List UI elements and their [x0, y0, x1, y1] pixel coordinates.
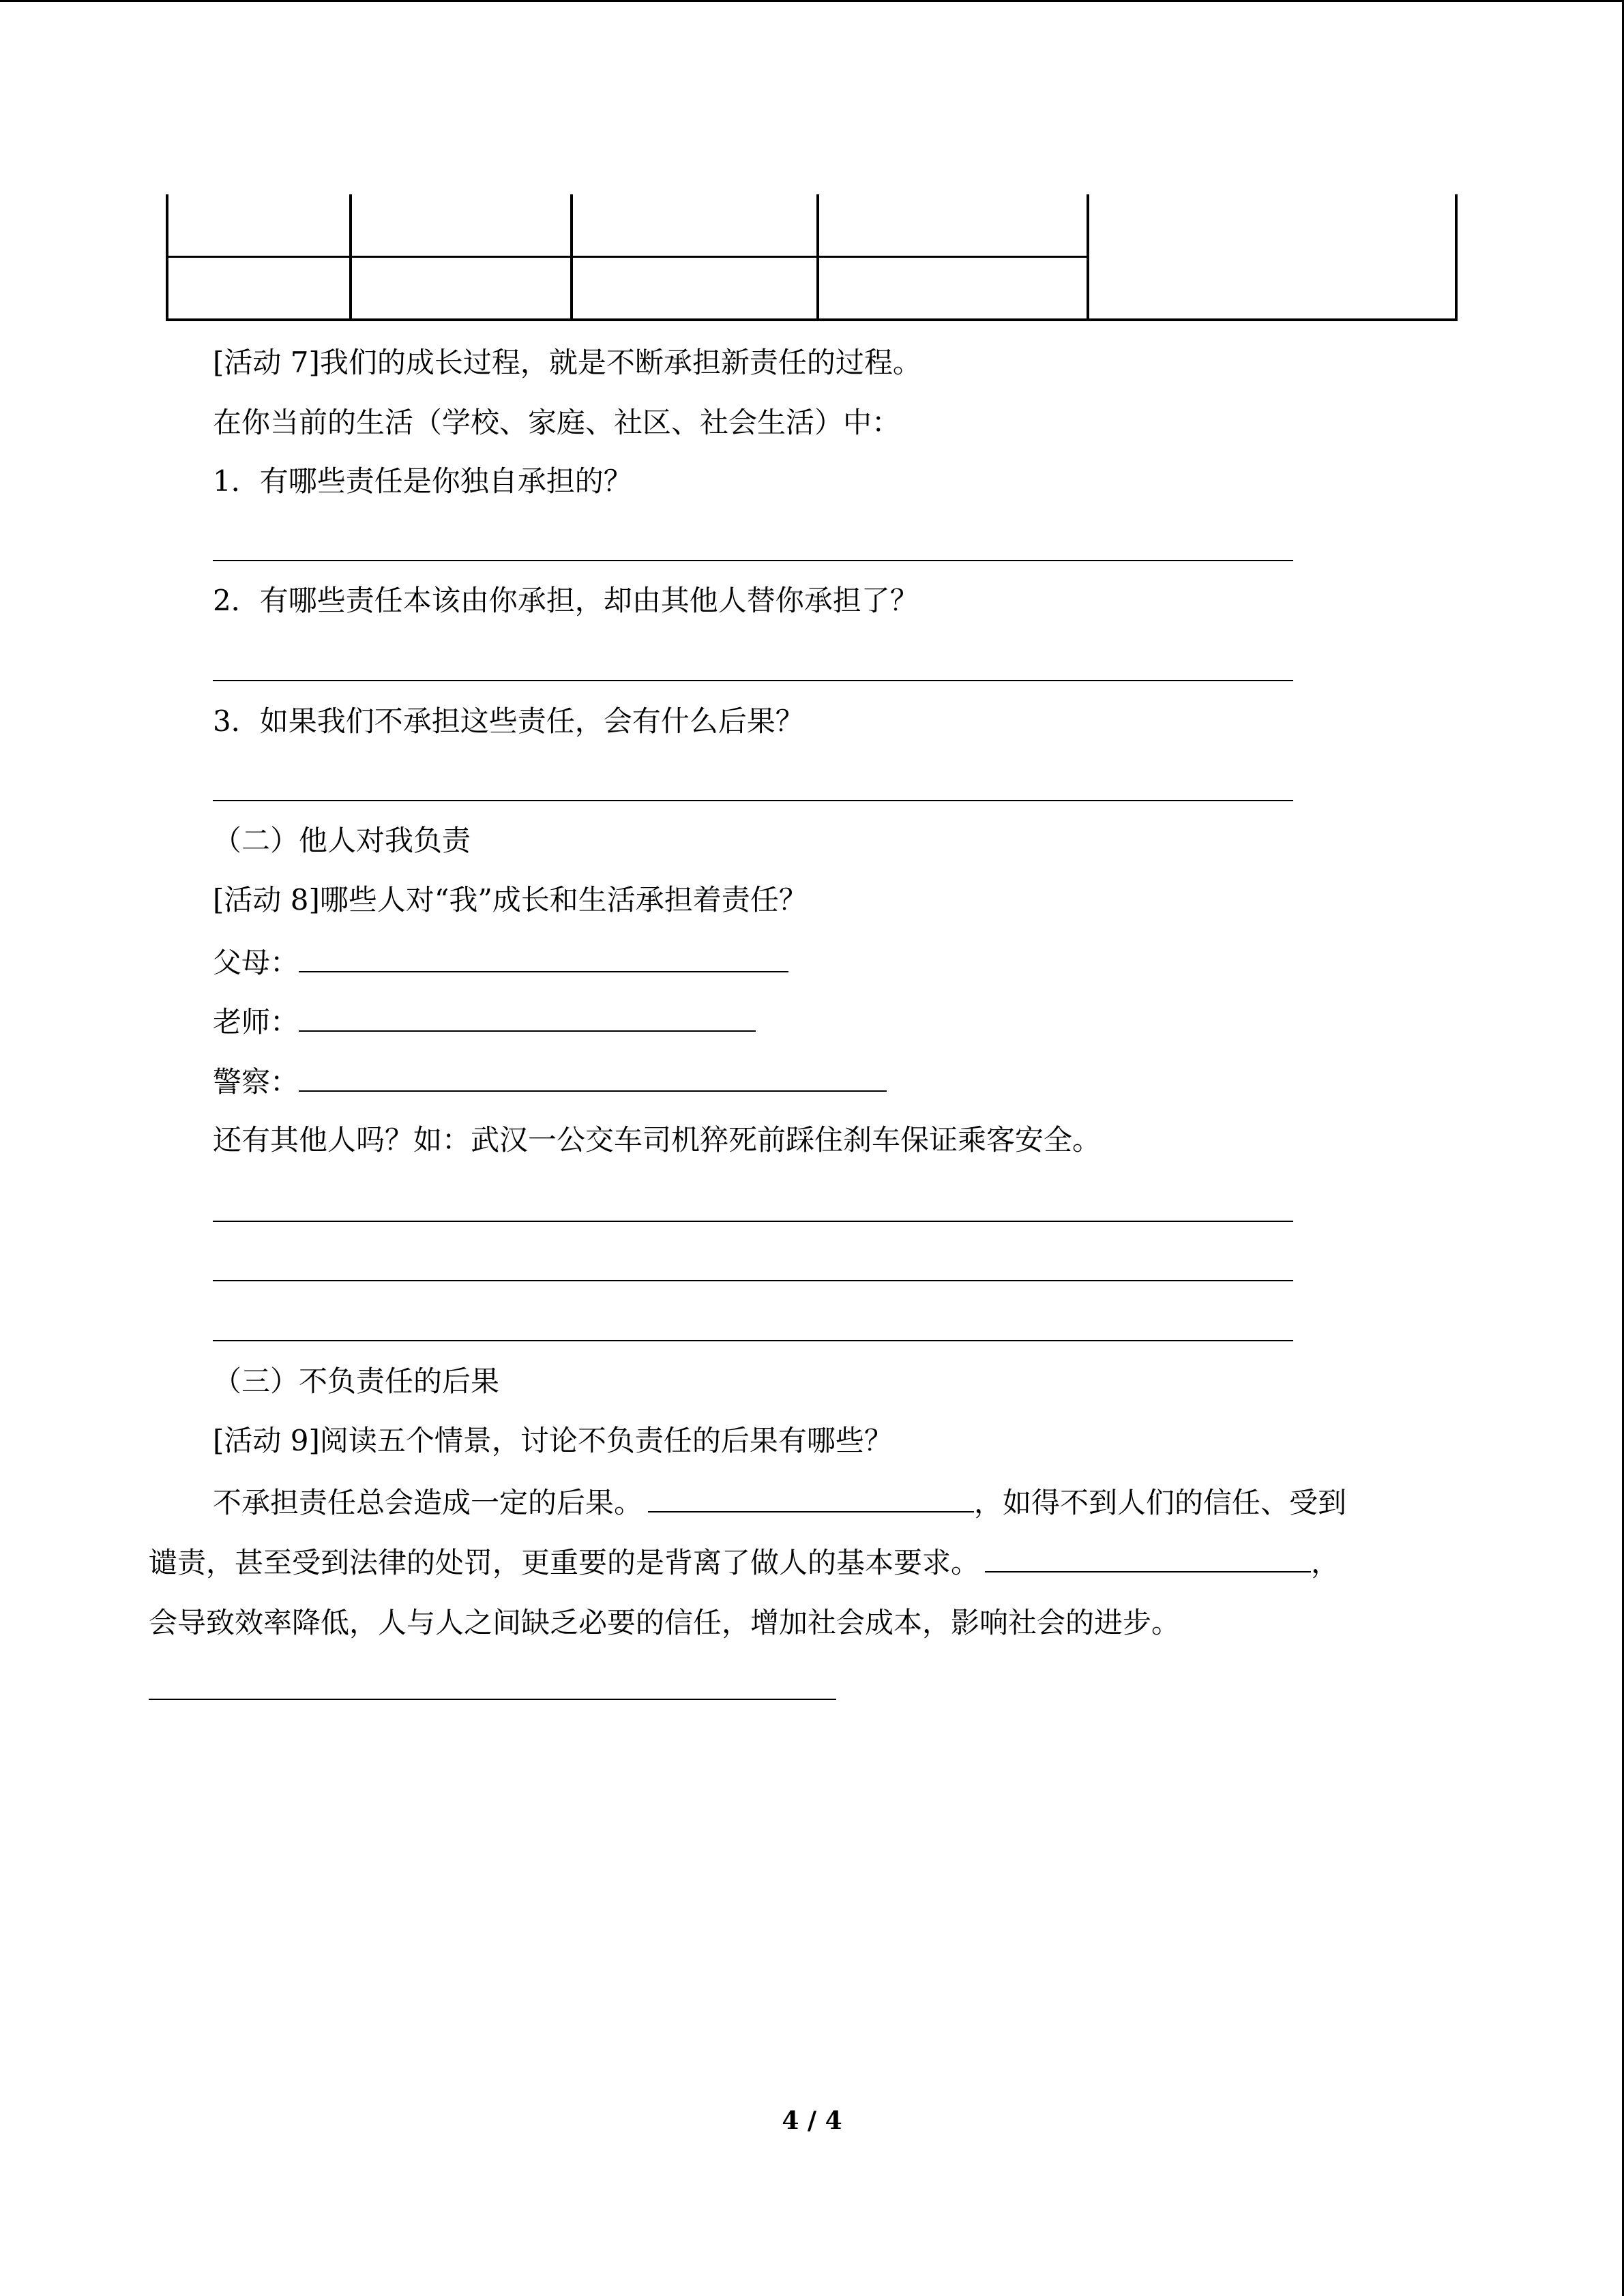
police-blank[interactable] [299, 1060, 887, 1092]
answer-line-q2[interactable] [213, 680, 1293, 681]
consequence-blank-1[interactable] [648, 1481, 974, 1512]
paragraph-text-1b: ，如得不到人们的信任、受到 [974, 1486, 1347, 1519]
teacher-blank[interactable] [299, 1000, 756, 1032]
answer-line-others-2[interactable] [213, 1280, 1293, 1281]
teacher-row [213, 1000, 756, 1043]
activity-7-title: [活动 7]我们的成长过程，就是不断承担新责任的过程。 [213, 346, 921, 379]
paragraph-text-2b: ， [1311, 1546, 1340, 1579]
activity-8-title: [活动 8]哪些人对“我”成长和生活承担着责任？ [213, 883, 808, 916]
others-question: 还有其他人吗？如：武汉一公交车司机猝死前踩住刹车保证乘客安全。 [213, 1123, 1102, 1157]
answer-line-others-1[interactable] [213, 1221, 1293, 1222]
police-row [213, 1060, 887, 1103]
question-1: 1．有哪些责任是你独自承担的？ [213, 464, 632, 498]
answer-line-others-3[interactable] [213, 1340, 1293, 1341]
activity-9-title: [活动 9]阅读五个情景，讨论不负责任的后果有哪些？ [213, 1424, 893, 1457]
paragraph-text-1a: 不承担责任总会造成一定的后果。 [213, 1486, 643, 1519]
answer-line-q1[interactable] [213, 560, 1293, 561]
question-3: 3．如果我们不承担这些责任，会有什么后果？ [213, 704, 804, 738]
parents-label: 父母： [213, 946, 299, 979]
activity-7-intro: 在你当前的生活（学校、家庭、社区、社会生活）中： [213, 406, 901, 439]
answer-line-q3[interactable] [213, 800, 1293, 801]
paragraph-line-2 [149, 1541, 1340, 1583]
paragraph-line-3: 会导致效率降低，人与人之间缺乏必要的信任，增加社会成本，影响社会的进步。 [149, 1606, 1181, 1639]
page-number: 4 / 4 [782, 2106, 842, 2135]
paragraph-line-1 [213, 1481, 1346, 1523]
consequence-blank-2[interactable] [985, 1541, 1311, 1572]
question-2: 2．有哪些责任本该由你承担，却由其他人替你承担了？ [213, 584, 919, 617]
parents-row [213, 941, 788, 983]
parents-blank[interactable] [299, 941, 788, 972]
paragraph-text-2a: 谴责，甚至受到法律的处罚，更重要的是背离了做人的基本要求。 [149, 1546, 980, 1579]
teacher-label: 老师： [213, 1005, 299, 1039]
section-3-heading: （三）不负责任的后果 [213, 1365, 500, 1398]
section-2-heading: （二）他人对我负责 [213, 824, 471, 857]
police-label: 警察： [213, 1065, 299, 1099]
footnote-separator [149, 1699, 836, 1700]
